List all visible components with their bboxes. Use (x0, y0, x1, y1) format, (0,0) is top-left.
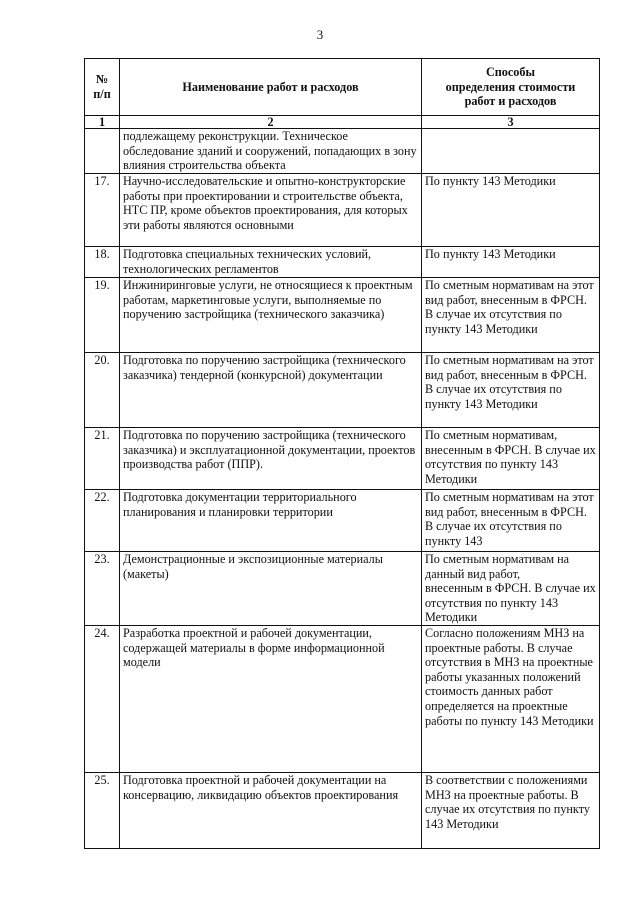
page-number: 3 (316, 27, 324, 42)
row-method (422, 129, 600, 174)
table-row (85, 625, 600, 772)
row-work: Подготовка документации территориального планирования и планировки территории (120, 490, 422, 552)
row-method: По сметным нормативам на данный вид работ, внесенным в ФРСН. В случае их отсутствия по пункту 143 Методики (422, 552, 600, 626)
row-method: По пункту 143 Методики (422, 247, 600, 278)
table-row (85, 174, 600, 247)
row-number: 25. (85, 772, 120, 848)
table-row (85, 772, 600, 848)
header-number: № п/п (85, 59, 120, 116)
table-row (85, 353, 600, 428)
row-number: 18. (85, 247, 120, 278)
table-header-row (85, 59, 600, 116)
table-row (85, 552, 600, 626)
column-number-row (85, 116, 600, 129)
row-number: 24. (85, 625, 120, 772)
header-work-name: Наименование работ и расходов (120, 59, 422, 116)
row-number: 21. (85, 428, 120, 490)
row-number: 20. (85, 353, 120, 428)
row-work: Научно-исследовательские и опытно-конструкторские работы при проектировании и строительстве объекта, НТС ПР, кроме объектов проектирования, для которых эти работы являются основными (120, 174, 422, 247)
row-method: По пункту 143 Методики (422, 174, 600, 247)
row-work: Подготовка проектной и рабочей документации на консервацию, ликвидацию объектов проектирования (120, 772, 422, 848)
row-work: Разработка проектной и рабочей документации, содержащей материалы в форме информационной модели (120, 625, 422, 772)
row-work: Подготовка по поручению застройщика (технического заказчика) и эксплуатационной документации, проектов производства работ (ППР). (120, 428, 422, 490)
row-work: Демонстрационные и экспозиционные материалы (макеты) (120, 552, 422, 626)
row-method: По сметным нормативам, внесенным в ФРСН. В случае их отсутствия по пункту 143 Методики (422, 428, 600, 490)
column-number: 1 (85, 116, 120, 129)
row-method: По сметным нормативам на этот вид работ, внесенным в ФРСН. В случае их отсутствия по пункту 143 (422, 490, 600, 552)
row-number: 19. (85, 278, 120, 353)
row-number: 23. (85, 552, 120, 626)
row-work: Подготовка специальных технических условий, технологических регламентов (120, 247, 422, 278)
row-work: Инжиниринговые услуги, не относящиеся к проектным работам, маркетинговые услуги, выполняемые по поручению застройщика (технического заказчика) (120, 278, 422, 353)
row-method: По сметным нормативам на этот вид работ, внесенным в ФРСН. В случае их отсутствия по пункту 143 Методики (422, 353, 600, 428)
row-method: Согласно положениям МНЗ на проектные работы. В случае отсутствия в МНЗ на проектные работы указанных положений стоимость данных работ определяется на проектные работы по пункту 143 Методики (422, 625, 600, 772)
table-row (85, 490, 600, 552)
row-work-continuation: подлежащему реконструкции. Техническое обследование зданий и сооружений, попадающих в зону влияния строительства объекта (120, 129, 422, 174)
column-number: 3 (422, 116, 600, 129)
table-row (85, 278, 600, 353)
row-work: Подготовка по поручению застройщика (технического заказчика) тендерной (конкурсной) документации (120, 353, 422, 428)
cost-methods-table (84, 58, 600, 849)
row-number: 22. (85, 490, 120, 552)
table-row (85, 428, 600, 490)
table-row (85, 129, 600, 174)
row-number: 17. (85, 174, 120, 247)
row-number (85, 129, 120, 174)
column-number: 2 (120, 116, 422, 129)
table-row (85, 247, 600, 278)
row-method: По сметным нормативам на этот вид работ, внесенным в ФРСН. В случае их отсутствия по пункту 143 Методики (422, 278, 600, 353)
header-method: Способы определения стоимости работ и расходов (422, 59, 600, 116)
row-method: В соответствии с положениями МНЗ на проектные работы. В случае их отсутствия по пункту 143 Методики (422, 772, 600, 848)
